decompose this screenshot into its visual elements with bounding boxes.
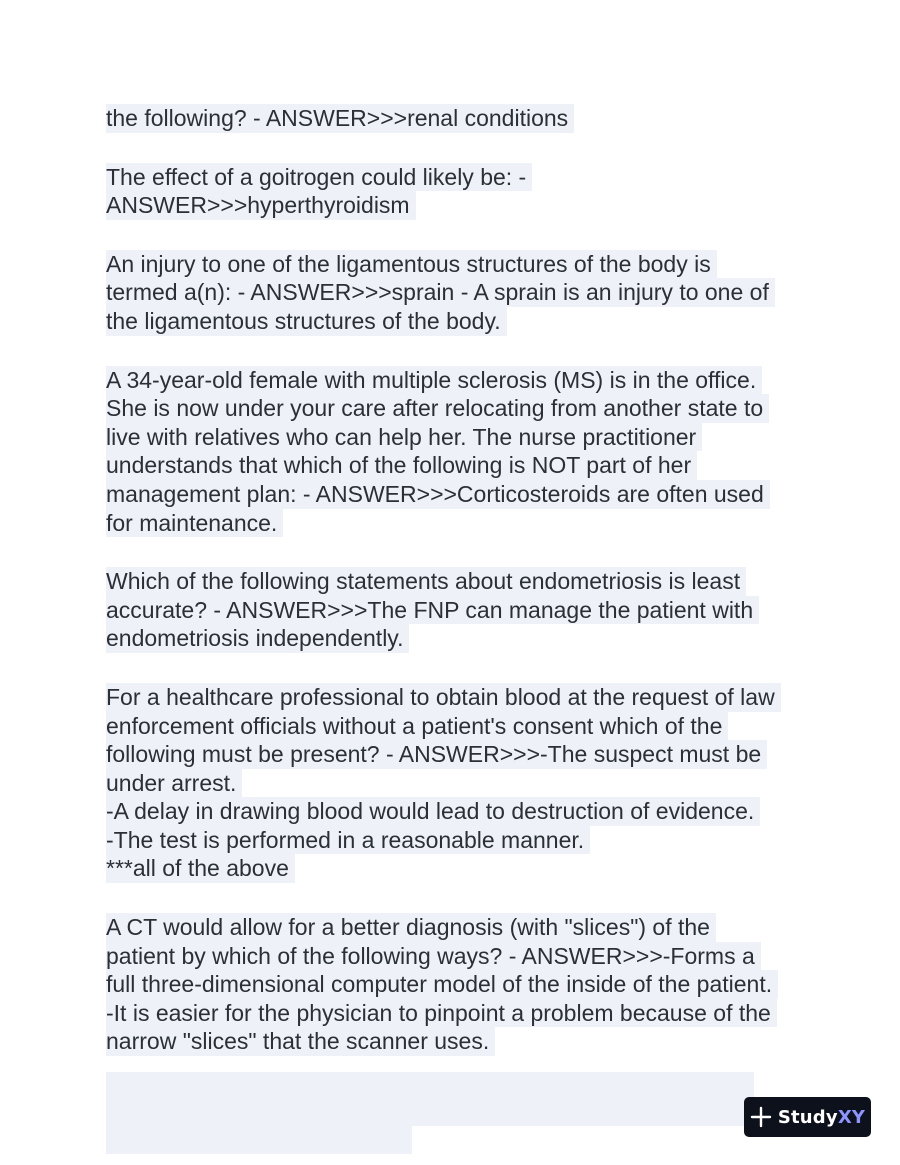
text-line: the ligamentous structures of the body. [106, 307, 507, 336]
text-line: management plan: - ANSWER>>>Corticosteroids are often used [106, 480, 770, 509]
qa-paragraph [106, 913, 806, 1056]
qa-paragraph [106, 163, 806, 220]
text-line: full three-dimensional computer model of the inside of the patient. [106, 970, 778, 999]
text-line: She is now under your care after relocating from another state to [106, 394, 769, 423]
qa-paragraph [106, 567, 806, 653]
text-line: ***all of the above [106, 854, 295, 883]
text-line: following must be present? - ANSWER>>>-The suspect must be [106, 740, 767, 769]
studyxy-badge[interactable] [744, 1097, 871, 1137]
text-line: understands that which of the following is NOT part of her [106, 451, 697, 480]
text-line: the following? - ANSWER>>>renal conditions [106, 104, 574, 133]
text-line: live with relatives who can help her. The nurse practitioner [106, 423, 702, 452]
text-line: Which of the following statements about endometriosis is least [106, 567, 746, 596]
text-line: enforcement officials without a patient's consent which of the [106, 712, 728, 741]
text-line: -It is easier for the physician to pinpoint a problem because of the [106, 999, 777, 1028]
qa-paragraph [106, 250, 806, 336]
text-line: for maintenance. [106, 509, 283, 538]
text-line: An injury to one of the ligamentous structures of the body is [106, 250, 717, 279]
text-line: ANSWER>>>hyperthyroidism [106, 191, 416, 220]
qa-paragraph [106, 366, 806, 538]
text-line: The effect of a goitrogen could likely be: - [106, 163, 532, 192]
text-line: A CT would allow for a better diagnosis (with "slices") of the [106, 913, 716, 942]
text-line: patient by which of the following ways? - ANSWER>>>-Forms a [106, 942, 761, 971]
blurred-text-block [106, 1072, 754, 1126]
text-line: narrow "slices" that the scanner uses. [106, 1027, 495, 1056]
text-line: under arrest. [106, 769, 242, 798]
text-line: endometriosis independently. [106, 624, 409, 653]
text-line: -A delay in drawing blood would lead to destruction of evidence. [106, 797, 760, 826]
badge-label: StudyXY [777, 1106, 866, 1128]
qa-paragraph [106, 104, 806, 133]
qa-paragraph [106, 683, 806, 883]
blurred-text-block [106, 1126, 412, 1154]
text-line: For a healthcare professional to obtain blood at the request of law [106, 683, 781, 712]
text-line: -The test is performed in a reasonable manner. [106, 826, 590, 855]
plus-icon [750, 1106, 772, 1128]
text-line: termed a(n): - ANSWER>>>sprain - A sprain is an injury to one of [106, 278, 775, 307]
text-line: A 34-year-old female with multiple sclerosis (MS) is in the office. [106, 366, 762, 395]
text-line: accurate? - ANSWER>>>The FNP can manage the patient with [106, 596, 759, 625]
document-body [106, 104, 806, 1086]
